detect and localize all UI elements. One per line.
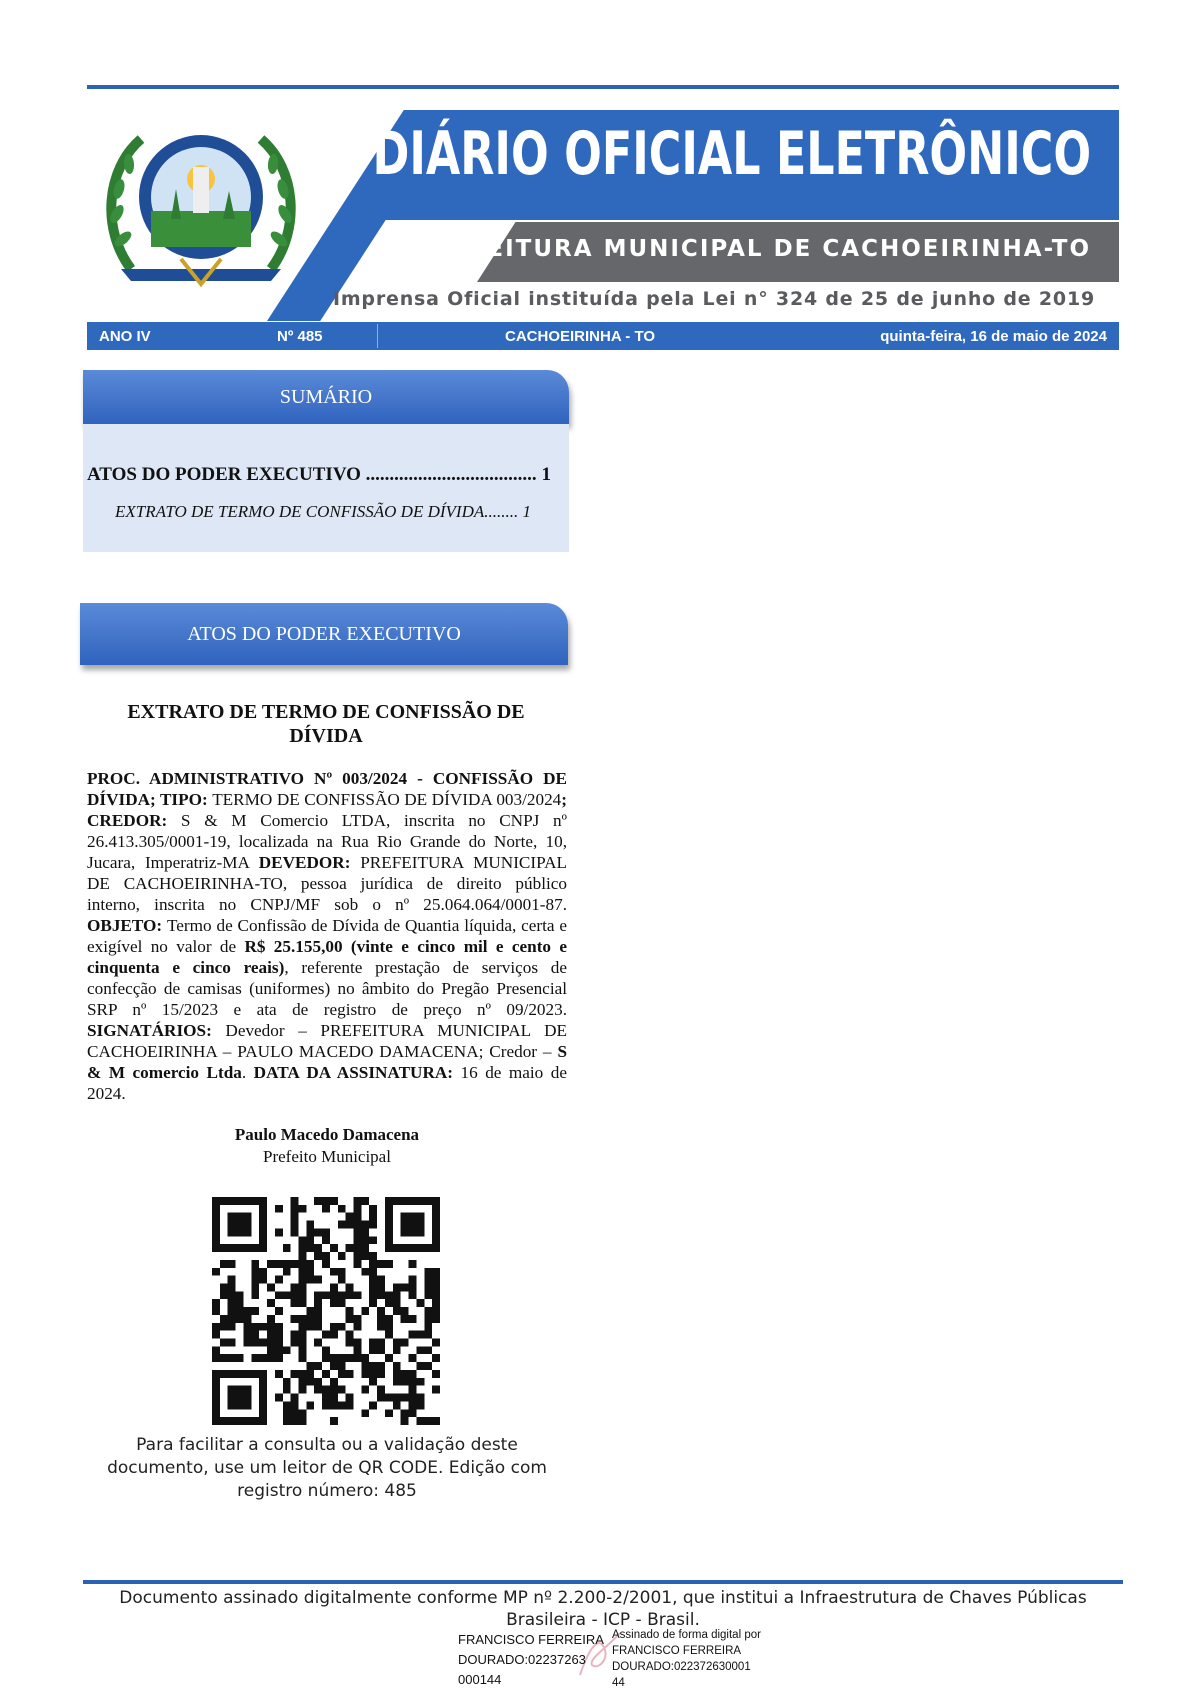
section-heading: ATOS DO PODER EXECUTIVO xyxy=(80,603,568,665)
edition-info-bar xyxy=(87,322,1119,350)
signer-name: Paulo Macedo Damacena xyxy=(234,1125,420,1144)
qr-caption: Para facilitar a consulta ou a validação deste documento, use um leitor de QR CODE. Edição com registro número: 485 xyxy=(107,1435,547,1501)
document-body xyxy=(87,768,567,1104)
summary-item-label: EXTRATO DE TERMO DE CONFISSÃO DE DÍVIDA........ xyxy=(115,502,519,521)
body-segment: SIGNATÁRIOS: xyxy=(87,1021,226,1040)
municipal-crest-icon xyxy=(101,119,301,289)
page-title: DIÁRIO OFICIAL ELETRÔNICO xyxy=(372,119,1091,189)
footer-rule xyxy=(83,1580,1123,1584)
body-segment: Devedor – PREFEITURA MUNICIPAL DE CACHOEIRINHA – PAULO MACEDO DAMACENA; Credor – xyxy=(87,1021,568,1061)
body-segment: OBJETO: xyxy=(87,916,167,935)
summary-box xyxy=(83,424,569,552)
body-segment: PROC. ADMINISTRATIVO Nº 003/2024 - CONFISSÃO DE DÍVIDA; TIPO: xyxy=(87,769,567,809)
summary-heading: SUMÁRIO xyxy=(83,370,569,424)
masthead xyxy=(87,89,1119,321)
document-title-line-1: EXTRATO DE TERMO DE CONFISSÃO DE xyxy=(127,701,525,723)
summary-item-label: ATOS DO PODER EXECUTIVO .................................... xyxy=(87,464,537,485)
signer-role: Prefeito Municipal xyxy=(263,1147,391,1166)
body-segment: S & M comercio Ltda xyxy=(87,1042,567,1082)
page-subtitle: PREFEITURA MUNICIPAL DE CACHOEIRINHA-TO xyxy=(413,236,1091,262)
edition-year: ANO IV xyxy=(99,328,151,345)
summary-item-extrato[interactable] xyxy=(115,502,563,522)
infobar-divider xyxy=(377,324,378,348)
body-segment: DEVEDOR: xyxy=(258,853,361,872)
edition-number: Nº 485 xyxy=(277,328,323,345)
body-segment: , referente prestação de serviços de confecção de camisas (uniformes) no âmbito do Pregão Presencial SRP nº 15/2023 e ata de registro de preço nº 09/2023. xyxy=(87,958,567,1019)
document-title-line-2: DÍVIDA xyxy=(289,725,363,747)
body-segment: 16 de maio de 2024. xyxy=(87,1063,567,1103)
body-segment: TERMO DE CONFISSÃO DE DÍVIDA 003/2024 xyxy=(212,790,562,809)
digital-signature-note: Documento assinado digitalmente conforme MP nº 2.200-2/2001, que institui a Infraestrutura de Chaves Públicas Brasileira - ICP - Brasil. xyxy=(119,1588,1087,1630)
certificate-holder: FRANCISCO FERREIRA DOURADO:02237263 000144 xyxy=(458,1632,604,1687)
body-segment: DATA DA ASSINATURA: xyxy=(253,1063,461,1082)
summary-item-page: 1 xyxy=(541,464,551,485)
qr-code-icon[interactable] xyxy=(212,1197,440,1425)
body-segment: Termo de Confissão de Dívida de Quantia líquida, certa e exigível no valor de xyxy=(87,916,567,956)
law-reference: Imprensa Oficial instituída pela Lei n° 324 de 25 de junho de 2019 xyxy=(332,288,1095,310)
body-segment: PREFEITURA MUNICIPAL DE CACHOEIRINHA-TO, pessoa jurídica de direito público interno, inscrita no CNPJ/MF sob o nº 25.064.064/0001-87. xyxy=(87,853,567,914)
summary-item-page: 1 xyxy=(522,502,531,521)
certificate-stamp: Assinado de forma digital por FRANCISCO FERREIRA DOURADO:022372630001 44 xyxy=(612,1629,761,1689)
document-title xyxy=(96,700,556,748)
edition-city: CACHOEIRINHA - TO xyxy=(505,328,655,345)
body-segment: ; CREDOR: xyxy=(87,790,567,830)
body-segment: R$ 25.155,00 (vinte e cinco mil e cento e cinquenta e cinco reais) xyxy=(87,937,567,977)
body-segment: S & M Comercio LTDA, inscrita no CNPJ nº 26.413.305/0001-19, localizada na Rua Rio Grande do Norte, 10, Jucara, Imperatriz-MA xyxy=(87,811,567,872)
edition-date: quinta-feira, 16 de maio de 2024 xyxy=(880,328,1107,345)
summary-item-executive[interactable] xyxy=(87,464,563,486)
body-segment: . xyxy=(241,1063,254,1082)
